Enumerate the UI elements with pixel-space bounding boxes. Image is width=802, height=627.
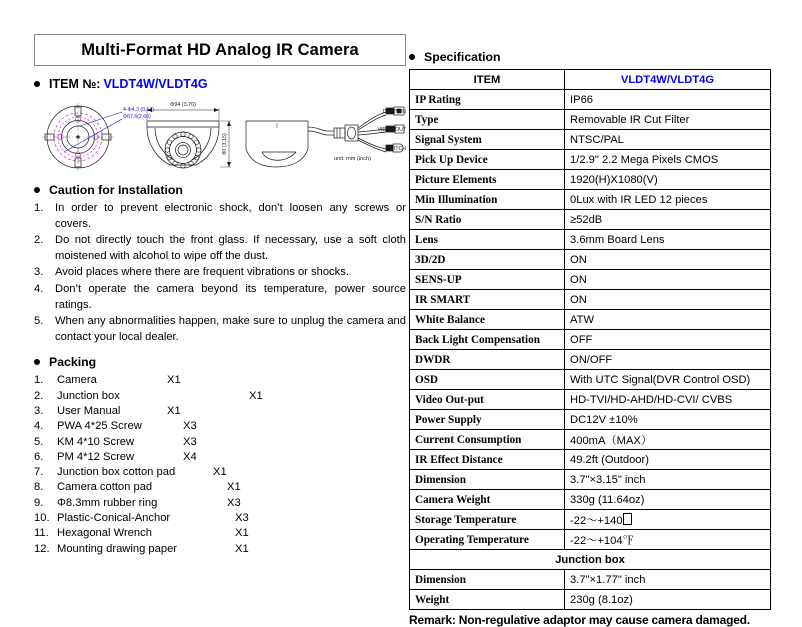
- spec-value: With UTC Signal(DVR Control OSD): [565, 370, 771, 390]
- table-row: [410, 350, 771, 370]
- spec-item: Current Consumption: [410, 430, 565, 450]
- packing-heading-row: [34, 355, 406, 369]
- caution-text: When any abnormalities happen, make sure to unplug the camera and contact your local dealer.: [55, 315, 406, 343]
- camera-technical-drawing: [34, 97, 406, 177]
- caution-text: Avoid places where there are frequent vibrations or shocks.: [55, 266, 349, 279]
- caution-heading: Caution for Installation: [49, 183, 183, 197]
- caution-text: In order to prevent electronic shock, don’t loosen any screws or covers.: [55, 202, 406, 230]
- packing-number: 1.: [34, 374, 44, 387]
- packing-name: Junction box: [57, 389, 120, 402]
- spec-value: [565, 510, 771, 530]
- packing-qty: X3: [227, 496, 241, 509]
- bullet-icon: [34, 187, 40, 193]
- packing-number: 12.: [34, 542, 50, 555]
- spec-item: IR Effect Distance: [410, 450, 565, 470]
- packing-name: Hexagonal Wrench: [57, 527, 152, 540]
- table-row: [410, 390, 771, 410]
- list-item: [34, 435, 406, 450]
- caution-heading-row: [34, 183, 406, 197]
- spec-item: Dimension: [410, 570, 565, 590]
- list-item: [34, 480, 406, 495]
- spec-value: ≥52dB: [565, 210, 771, 230]
- mount-base-view: [42, 103, 122, 171]
- table-header-row: [410, 70, 771, 90]
- spec-value: 230g (8.1oz): [565, 590, 771, 610]
- remark-text: Remark: Non-regulative adaptor may cause camera damaged.: [409, 613, 750, 627]
- spec-item: Back Light Compensation: [410, 330, 565, 350]
- list-item: [34, 233, 406, 264]
- specification-heading: Specification: [424, 50, 501, 64]
- list-item: [34, 201, 406, 232]
- table-row: [410, 290, 771, 310]
- packing-number: 2.: [34, 389, 44, 402]
- packing-name: Camera: [57, 374, 97, 387]
- specification-table: [409, 69, 771, 610]
- table-row: [410, 510, 771, 530]
- packing-qty: X1: [249, 389, 263, 402]
- packing-list: [34, 373, 406, 557]
- specification-heading-row: [409, 50, 771, 64]
- list-item: [34, 404, 406, 419]
- table-row: [410, 230, 771, 250]
- dim-bolt-circle-label: Φ67.6(2.66): [123, 114, 151, 120]
- packing-number: 8.: [34, 481, 44, 494]
- packing-name: Φ8.3mm rubber ring: [57, 496, 158, 509]
- header-model: VLDT4W/VLDT4G: [565, 70, 771, 90]
- spec-value: ON: [565, 250, 771, 270]
- spec-value: HD-TVI/HD-AHD/HD-CVI/ CVBS: [565, 390, 771, 410]
- table-row: [410, 430, 771, 450]
- caution-list: [34, 201, 406, 345]
- spec-value: ON: [565, 290, 771, 310]
- spec-item: Lens: [410, 230, 565, 250]
- spec-value: 3.7"×3.15" inch: [565, 470, 771, 490]
- spec-item: DWDR: [410, 350, 565, 370]
- packing-number: 6.: [34, 450, 44, 463]
- caution-number: 4.: [34, 282, 44, 295]
- cable-label-video: VIDEO OUT: [377, 127, 406, 133]
- table-row: [410, 410, 771, 430]
- spec-value: 3.6mm Board Lens: [565, 230, 771, 250]
- header-item: ITEM: [410, 70, 565, 90]
- item-number-value: VLDT4W/VLDT4G: [103, 77, 208, 91]
- table-row: [410, 570, 771, 590]
- spec-item: SENS-UP: [410, 270, 565, 290]
- spec-value-text: -22～+140: [570, 514, 623, 527]
- right-column: [409, 50, 771, 627]
- table-row: [410, 490, 771, 510]
- spec-item: Operating Temperature: [410, 530, 565, 550]
- spec-value: ON/OFF: [565, 350, 771, 370]
- packing-name: Mounting drawing paper: [57, 542, 178, 555]
- spec-item: Dimension: [410, 470, 565, 490]
- spec-item: IR SMART: [410, 290, 565, 310]
- spec-item: 3D/2D: [410, 250, 565, 270]
- spec-item: IP Rating: [410, 90, 565, 110]
- packing-qty: X1: [167, 374, 181, 387]
- spec-value: 330g (11.64oz): [565, 490, 771, 510]
- table-row: [410, 330, 771, 350]
- spec-item: Video Out-put: [410, 390, 565, 410]
- list-item: [34, 450, 406, 465]
- packing-qty: X4: [183, 450, 197, 463]
- table-row: [410, 450, 771, 470]
- spec-value: DC12V ±10%: [565, 410, 771, 430]
- spec-value: 3.7"×1.77" inch: [565, 570, 771, 590]
- packing-qty: X1: [235, 542, 249, 555]
- table-row: [410, 170, 771, 190]
- spec-item: Pick Up Device: [410, 150, 565, 170]
- caution-number: 3.: [34, 266, 44, 279]
- spec-item: OSD: [410, 370, 565, 390]
- packing-name: KM 4*10 Screw: [57, 435, 135, 448]
- caution-number: 5.: [34, 315, 44, 328]
- spec-value: Removable IR Cut Filter: [565, 110, 771, 130]
- spec-value: IP66: [565, 90, 771, 110]
- list-item: [34, 373, 406, 388]
- caution-number: 2.: [34, 234, 44, 247]
- table-row: [410, 470, 771, 490]
- list-item: [34, 389, 406, 404]
- table-row: [410, 210, 771, 230]
- list-item: [34, 511, 406, 526]
- table-row: [410, 370, 771, 390]
- packing-name: PM 4*12 Screw: [57, 450, 135, 463]
- table-row: [410, 190, 771, 210]
- packing-qty: X3: [183, 420, 197, 433]
- spec-item: Weight: [410, 590, 565, 610]
- packing-name: User Manual: [57, 404, 121, 417]
- spec-item: Type: [410, 110, 565, 130]
- spec-item: S/N Ratio: [410, 210, 565, 230]
- packing-name: Camera cotton pad: [57, 481, 153, 494]
- packing-number: 9.: [34, 496, 44, 509]
- table-row: [410, 150, 771, 170]
- bullet-icon: [409, 54, 415, 60]
- list-item: [34, 496, 406, 511]
- spec-item: Camera Weight: [410, 490, 565, 510]
- spec-item: Power Supply: [410, 410, 565, 430]
- spec-value: ATW: [565, 310, 771, 330]
- table-row: [410, 110, 771, 130]
- caution-text: Do not directly touch the front glass. If necessary, use a soft cloth moistened with alcohol to wipe off the dust.: [55, 234, 406, 262]
- junction-box-heading: Junction box: [410, 550, 771, 570]
- bullet-icon: [34, 81, 40, 87]
- table-row: [410, 270, 771, 290]
- document-title-box: [34, 34, 406, 66]
- list-item: [34, 419, 406, 434]
- item-number-line: [34, 77, 406, 91]
- bullet-icon: [34, 359, 40, 365]
- spec-item: White Balance: [410, 310, 565, 330]
- dim-height-label: 80 (3.15): [222, 133, 228, 155]
- packing-name: PWA 4*25 Screw: [57, 420, 142, 433]
- page-title: Multi-Format HD Analog IR Camera: [81, 40, 359, 59]
- table-row: [410, 590, 771, 610]
- list-item: [34, 265, 406, 281]
- dim-hole-label: 4-Φ4.3 (0.17): [123, 107, 154, 113]
- cable-label-switch: SWITCH: [385, 146, 406, 152]
- packing-qty: X1: [235, 527, 249, 540]
- list-item: [34, 542, 406, 557]
- spec-value: 0Lux with IR LED 12 pieces: [565, 190, 771, 210]
- spec-value: 1/2.9" 2.2 Mega Pixels CMOS: [565, 150, 771, 170]
- spec-item: Storage Temperature: [410, 510, 565, 530]
- table-row: [410, 530, 771, 550]
- list-item: [34, 314, 406, 345]
- packing-name: Junction box cotton pad: [57, 466, 176, 479]
- cable-label-power: DC12V IN: [382, 109, 406, 115]
- spec-value: NTSC/PAL: [565, 130, 771, 150]
- packing-heading: Packing: [49, 355, 97, 370]
- spec-value: 49.2ft (Outdoor): [565, 450, 771, 470]
- packing-qty: X1: [167, 404, 181, 417]
- spec-value: ON: [565, 270, 771, 290]
- packing-qty: X3: [235, 512, 249, 525]
- list-item: [34, 282, 406, 313]
- spec-value: OFF: [565, 330, 771, 350]
- list-item: [34, 526, 406, 541]
- packing-number: 10.: [34, 512, 50, 525]
- spec-item: Picture Elements: [410, 170, 565, 190]
- dim-width-label: Φ94 (3.70): [170, 102, 196, 108]
- packing-number: 5.: [34, 435, 44, 448]
- list-item: [34, 465, 406, 480]
- dome-side-view: [246, 121, 327, 167]
- packing-qty: X1: [227, 481, 241, 494]
- spec-item: Min Illumination: [410, 190, 565, 210]
- packing-qty: X1: [213, 466, 227, 479]
- dome-front-view: [147, 108, 231, 168]
- caution-number: 1.: [34, 202, 44, 214]
- left-column: [34, 34, 406, 557]
- item-number-label: ITEM №:: [49, 77, 101, 91]
- spec-item: Signal System: [410, 130, 565, 150]
- table-row: [410, 250, 771, 270]
- packing-name: Plastic-Conical-Anchor: [57, 512, 171, 525]
- packing-number: 7.: [34, 466, 44, 479]
- spec-value: 400mA（MAX）: [565, 430, 771, 450]
- spec-value: 1920(H)X1080(V): [565, 170, 771, 190]
- packing-qty: X3: [183, 435, 197, 448]
- spec-value: -22～+104℉: [565, 530, 771, 550]
- packing-number: 3.: [34, 404, 44, 417]
- table-row: [410, 310, 771, 330]
- table-row: [410, 90, 771, 110]
- unit-note-label: unit: mm (inch): [334, 156, 371, 162]
- drawing-svg: [34, 97, 406, 177]
- packing-number: 4.: [34, 420, 44, 433]
- missing-glyph-icon: [623, 513, 632, 525]
- packing-number: 11.: [34, 527, 49, 540]
- caution-text: Don’t operate the camera beyond its temperature, power source ratings.: [55, 282, 406, 311]
- table-row: [410, 130, 771, 150]
